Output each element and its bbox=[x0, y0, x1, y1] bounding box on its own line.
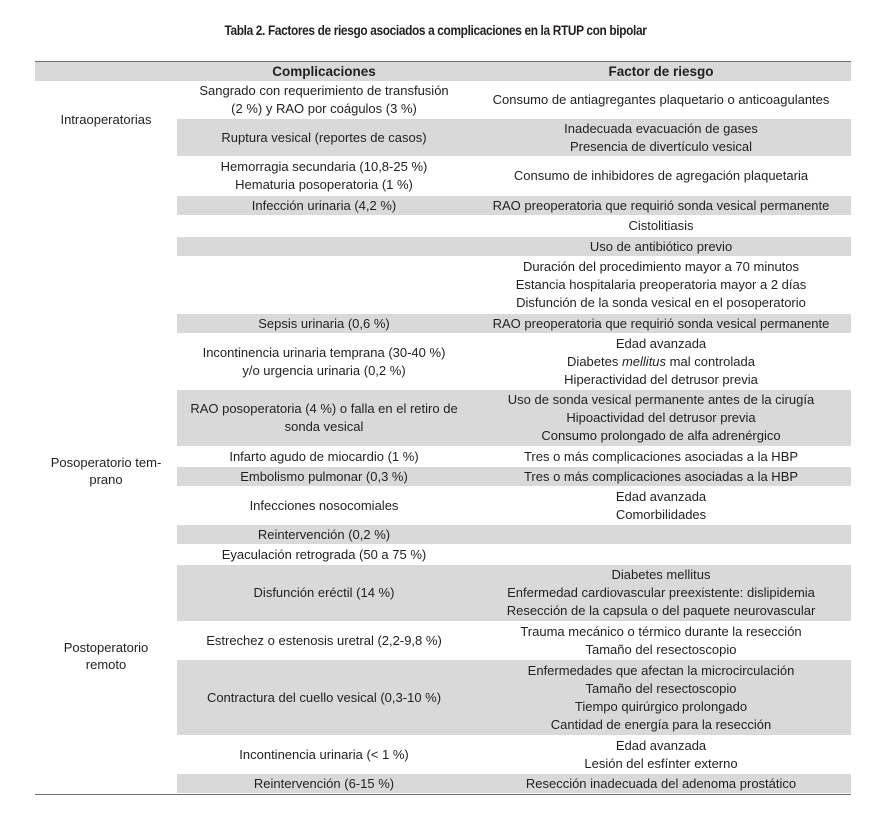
table-row bbox=[177, 467, 851, 487]
complication-text: Hemorragia secundaria (10,8-25 %) bbox=[220, 159, 428, 174]
risk-factor-text: Estancia hospitalaria preoperatoria mayor a 2 días bbox=[515, 277, 807, 292]
table-row bbox=[177, 257, 851, 314]
risk-factor-cell bbox=[471, 334, 851, 390]
table-row bbox=[177, 736, 851, 774]
table-header bbox=[35, 62, 851, 82]
risk-factor-text: Uso de antibiótico previo bbox=[589, 238, 733, 254]
group-label-line: remoto bbox=[85, 657, 127, 672]
risk-factor-text: Presencia de divertículo vesical bbox=[569, 138, 753, 154]
risk-factor-text: Cistolitiasis bbox=[628, 218, 694, 233]
risk-factor-text: Edad avanzada bbox=[615, 488, 707, 504]
risk-factor-cell bbox=[471, 565, 851, 621]
risk-factor-text: Edad avanzada bbox=[615, 737, 707, 753]
risk-factor-cell bbox=[471, 534, 851, 536]
complication-cell bbox=[177, 128, 471, 148]
complication-cell bbox=[177, 246, 471, 248]
group-label-line: prano bbox=[89, 472, 123, 487]
complication-text: Infarto agudo de miocardio (1 %) bbox=[229, 448, 419, 464]
risk-factor-cell bbox=[471, 216, 851, 236]
risk-factor-cell bbox=[471, 90, 851, 110]
risk-factor-text: Cantidad de energía para la resección bbox=[550, 716, 772, 732]
risk-factor-cell bbox=[471, 166, 851, 186]
risk-factor-text: Tres o más complicaciones asociadas a la HBP bbox=[523, 468, 799, 484]
complication-text: Sangrado con requerimiento de transfusión bbox=[199, 83, 449, 98]
complication-cell bbox=[177, 774, 471, 794]
header-risk-factor: Factor de riesgo bbox=[608, 64, 714, 79]
risk-factor-text: Consumo de antiagregantes plaquetario o anticoagulantes bbox=[492, 92, 830, 107]
complication-text: Incontinencia urinaria (< 1 %) bbox=[239, 746, 409, 762]
risk-factor-text: Hiperactividad del detrusor previa bbox=[564, 371, 758, 387]
complication-cell bbox=[177, 343, 471, 381]
risk-factor-text: Tiempo quirúrgico prolongado bbox=[574, 698, 748, 714]
group-label-line: Intraoperatorias bbox=[60, 112, 152, 127]
complication-text: RAO posoperatoria (4 %) o falla en el retiro de bbox=[190, 401, 458, 416]
table-row bbox=[177, 237, 851, 257]
complication-cell bbox=[177, 399, 471, 437]
risk-factor-text: Tamaño del resectoscopio bbox=[585, 680, 737, 696]
risk-factor-text: Tres o más complicaciones asociadas a la HBP bbox=[523, 448, 799, 464]
risk-factor-text: Consumo de inhibidores de agregación plaquetaria bbox=[513, 168, 809, 183]
complication-cell bbox=[177, 284, 471, 286]
risk-factor-cell bbox=[471, 554, 851, 556]
table-row bbox=[177, 565, 851, 622]
complication-text: Infección urinaria (4,2 %) bbox=[251, 197, 397, 213]
risk-factor-text: Enfermedad cardiovascular preexistente: dislipidemia bbox=[507, 585, 815, 600]
risk-factor-cell bbox=[471, 736, 851, 774]
complication-text: Contractura del cuello vesical (0,3-10 %) bbox=[206, 689, 442, 705]
complication-text: Sepsis urinaria (0,6 %) bbox=[258, 315, 390, 331]
risk-factor-cell bbox=[471, 467, 851, 487]
complication-text: Hematuria posoperatoria (1 %) bbox=[235, 177, 413, 192]
risk-factor-cell bbox=[471, 622, 851, 660]
risk-factor-text: Edad avanzada bbox=[615, 335, 707, 351]
table-row bbox=[177, 447, 851, 467]
group-label bbox=[35, 196, 177, 545]
complication-cell bbox=[177, 583, 471, 603]
risk-factor-text: Duración del procedimiento mayor a 70 minutos bbox=[522, 259, 800, 274]
complication-text: Eyaculación retrograda (50 a 75 %) bbox=[221, 546, 427, 562]
complication-text: Infecciones nosocomiales bbox=[249, 497, 399, 513]
risk-factor-cell bbox=[471, 447, 851, 467]
table-row bbox=[177, 622, 851, 660]
complication-text: Embolismo pulmonar (0,3 %) bbox=[240, 468, 408, 484]
complication-text: y/o urgencia urinaria (0,2 %) bbox=[242, 362, 406, 378]
risk-factor-text: Lesión del esfínter externo bbox=[584, 755, 738, 771]
risk-factor-cell bbox=[471, 774, 851, 794]
complication-cell bbox=[177, 745, 471, 765]
complication-text: Reintervención (6-15 %) bbox=[253, 775, 395, 791]
complication-cell bbox=[177, 631, 471, 651]
row-group bbox=[35, 545, 851, 794]
group-label-line: Postoperatorio bbox=[63, 640, 149, 655]
table-row bbox=[177, 487, 851, 525]
table-body bbox=[35, 82, 851, 794]
complication-cell bbox=[177, 496, 471, 516]
risk-factor-text: RAO preoperatoria que requirió sonda vesical permanente bbox=[492, 197, 830, 213]
risk-factor-cell bbox=[471, 390, 851, 446]
risk-factor-text: Uso de sonda vesical permanente antes de la cirugía bbox=[507, 392, 815, 407]
complication-text: (2 %) y RAO por coágulos (3 %) bbox=[231, 101, 417, 116]
risk-factor-text: Inadecuada evacuación de gases bbox=[564, 120, 758, 136]
risk-factor-text: Trauma mecánico o térmico durante la resección bbox=[520, 623, 802, 639]
complication-text: Disfunción eréctil (14 %) bbox=[253, 585, 395, 600]
table-row bbox=[177, 196, 851, 216]
risk-factor-cell bbox=[471, 487, 851, 525]
risk-factor-text: Diabetes mellitus mal controlada bbox=[567, 353, 755, 369]
complication-cell bbox=[177, 447, 471, 467]
table-row bbox=[177, 157, 851, 196]
table-row bbox=[177, 660, 851, 736]
risk-factor-text: Resección de la capsula o del paquete neurovascular bbox=[506, 603, 816, 618]
table-row bbox=[177, 774, 851, 794]
complication-cell bbox=[177, 688, 471, 708]
complication-cell bbox=[177, 81, 471, 119]
risk-factor-text: Comorbilidades bbox=[615, 506, 707, 522]
complication-text: Ruptura vesical (reportes de casos) bbox=[221, 129, 427, 145]
table-row bbox=[177, 525, 851, 545]
group-label bbox=[35, 82, 177, 196]
complication-cell bbox=[177, 314, 471, 334]
complication-text: Incontinencia urinaria temprana (30-40 %) bbox=[202, 344, 446, 360]
table-row bbox=[177, 334, 851, 390]
complication-cell bbox=[177, 545, 471, 565]
table-row bbox=[177, 82, 851, 119]
risk-factor-cell bbox=[471, 196, 851, 216]
risk-factor-cell bbox=[471, 257, 851, 313]
row-group bbox=[35, 196, 851, 545]
risk-factor-cell bbox=[471, 119, 851, 157]
table-title: Tabla 2. Factores de riesgo asociados a complicaciones en la RTUP con bipolar bbox=[224, 23, 647, 38]
complication-cell bbox=[177, 157, 471, 195]
complication-cell bbox=[177, 525, 471, 545]
row-group bbox=[35, 82, 851, 196]
risk-factor-cell bbox=[471, 237, 851, 257]
risk-factor-text: Resección inadecuada del adenoma prostático bbox=[525, 775, 797, 791]
header-complication: Complicaciones bbox=[272, 64, 376, 79]
table-row bbox=[177, 119, 851, 157]
complication-cell bbox=[177, 225, 471, 227]
risk-factor-cell bbox=[471, 314, 851, 334]
risk-factors-table bbox=[35, 61, 851, 795]
risk-factor-cell bbox=[471, 661, 851, 735]
table-row bbox=[177, 545, 851, 565]
table-row bbox=[177, 390, 851, 447]
group-label bbox=[35, 545, 177, 794]
risk-factor-text: Consumo prolongado de alfa adrenérgico bbox=[541, 428, 781, 443]
table-row bbox=[177, 314, 851, 334]
risk-factor-text: Hipoactividad del detrusor previa bbox=[566, 410, 756, 425]
risk-factor-text: Enfermedades que afectan la microcirculación bbox=[527, 662, 795, 678]
complication-text: Reintervención (0,2 %) bbox=[257, 526, 391, 542]
group-label-line: Posoperatorio tem- bbox=[50, 455, 162, 470]
complication-text: Estrechez o estenosis uretral (2,2-9,8 %) bbox=[206, 632, 442, 648]
risk-factor-text: Tamaño del resectoscopio bbox=[585, 641, 737, 657]
risk-factor-text: RAO preoperatoria que requirió sonda vesical permanente bbox=[492, 315, 830, 331]
risk-factor-text: Disfunción de la sonda vesical en el posoperatorio bbox=[516, 295, 806, 310]
complication-cell bbox=[177, 196, 471, 216]
risk-factor-text: Diabetes mellitus bbox=[611, 567, 711, 582]
complication-cell bbox=[177, 467, 471, 487]
complication-text: sonda vesical bbox=[284, 419, 364, 434]
table-row bbox=[177, 216, 851, 237]
